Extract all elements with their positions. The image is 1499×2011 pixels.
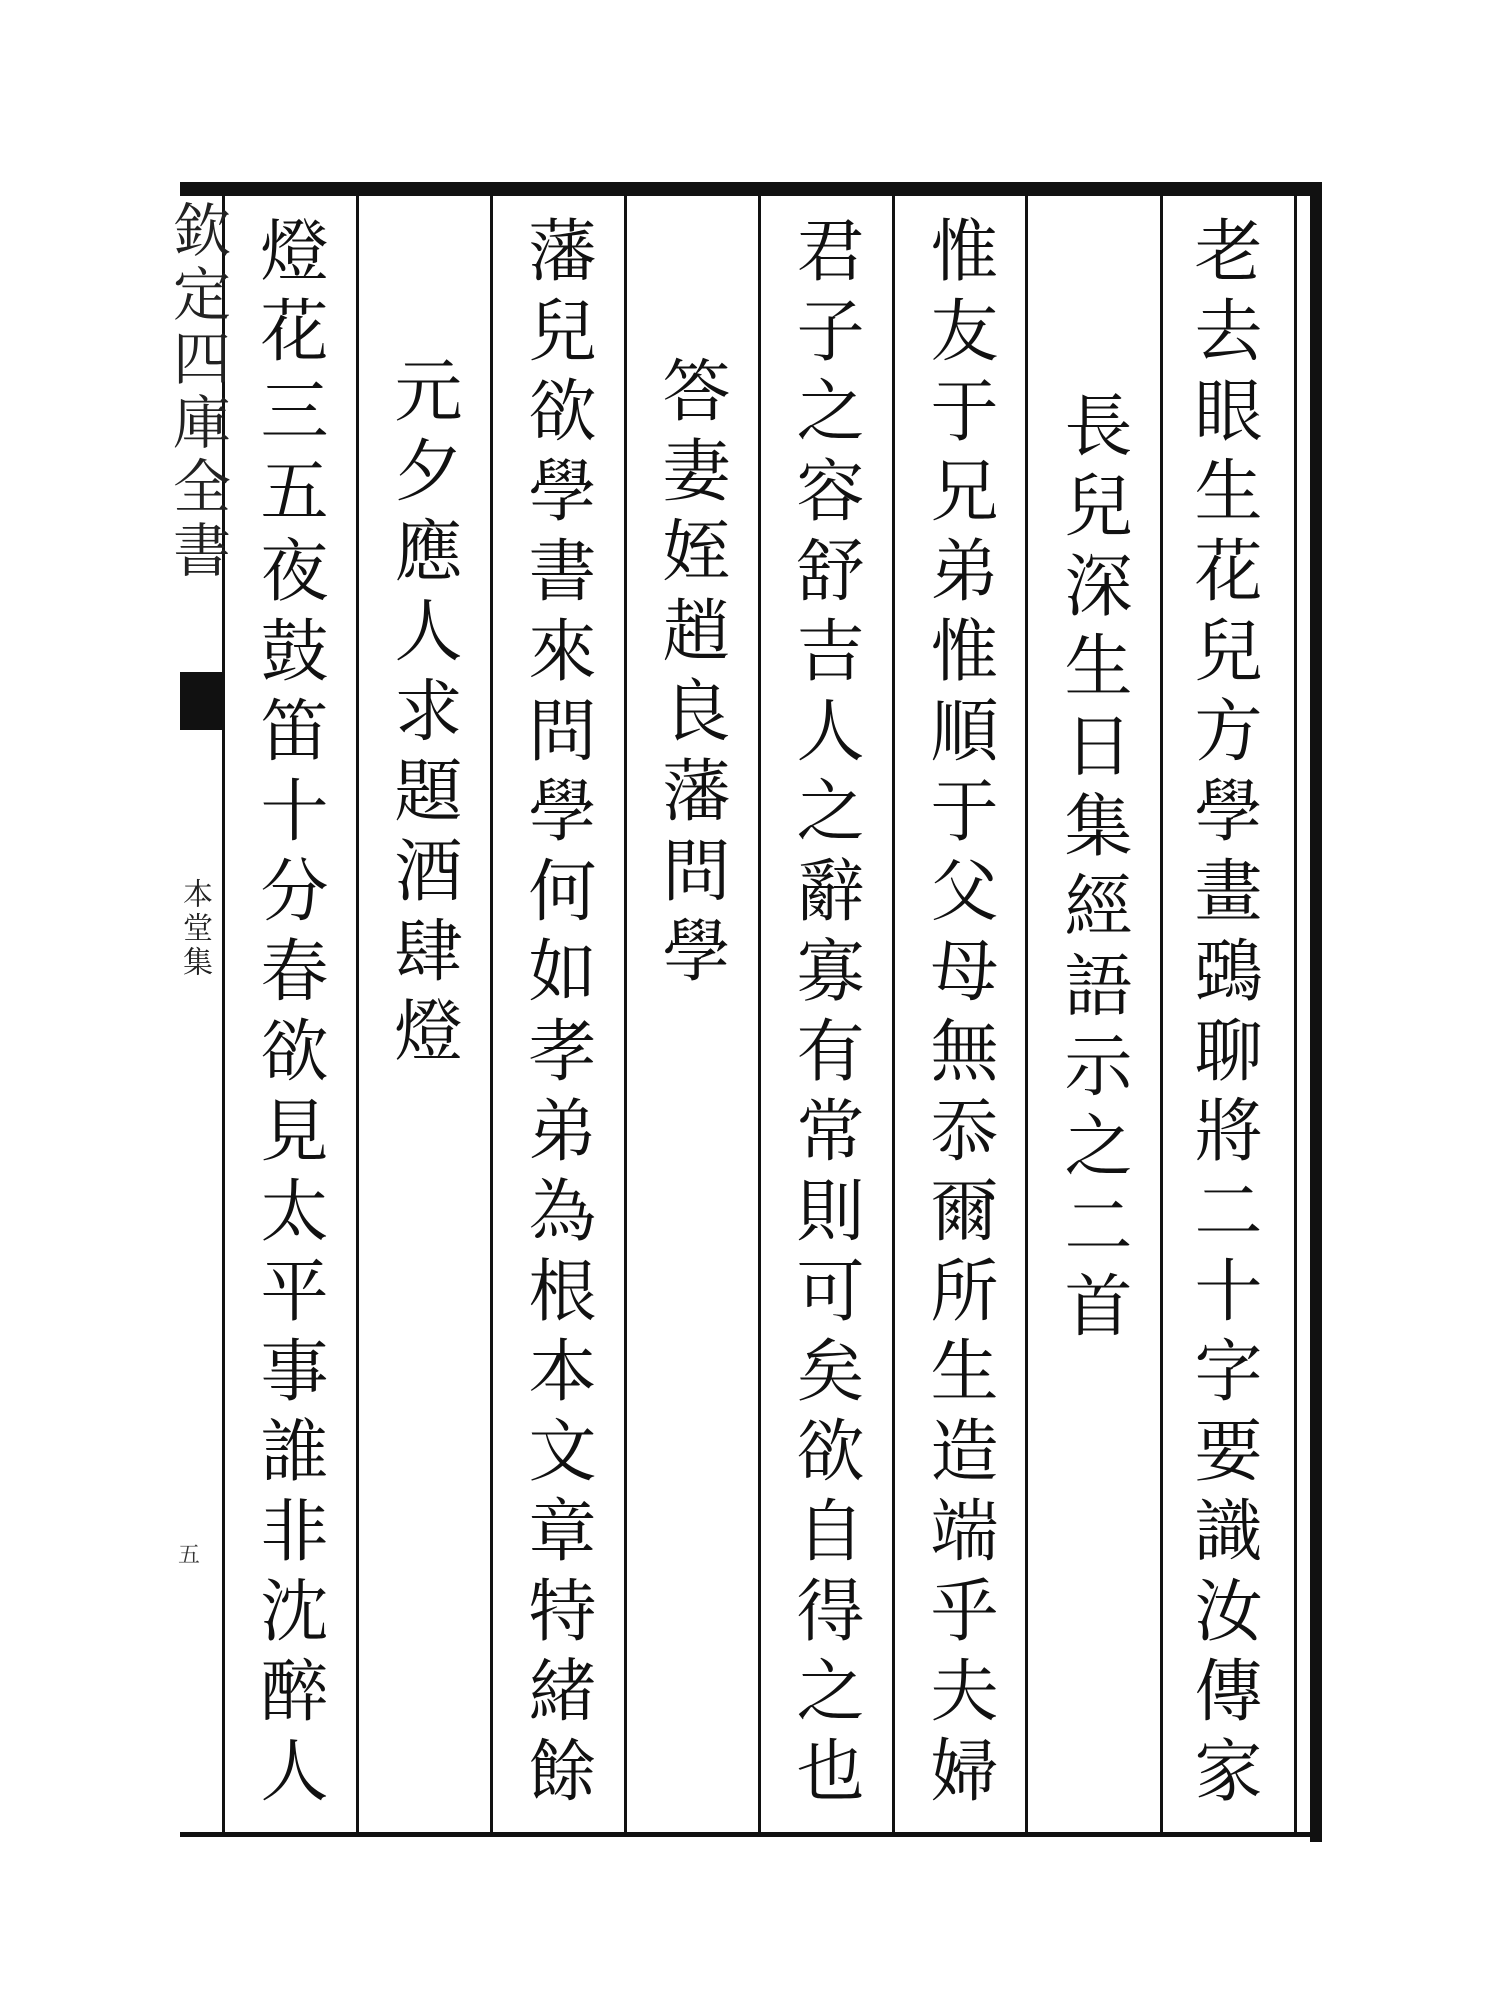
column-divider: [624, 196, 627, 1836]
fish-tail-mark: [180, 672, 224, 730]
margin-book-title: 欽定四庫全書: [163, 200, 231, 584]
column-divider: [758, 196, 761, 1836]
column-divider: [892, 196, 895, 1836]
frame-right-outer-border: [1310, 182, 1322, 1842]
text-column-3: 惟友于兄弟惟順于父母無忝爾所生造端乎夫婦: [919, 215, 998, 1815]
text-column-8: 燈花三五夜鼓笛十分春欲見太平事誰非沈醉人: [249, 215, 328, 1815]
text-column-1: 老去眼生花兒方學畫鵶聊將二十字要識汝傳家: [1183, 215, 1262, 1815]
text-column-6: 藩兒欲學書來問學何如孝弟為根本文章特緒餘: [517, 215, 596, 1815]
column-divider: [1160, 196, 1163, 1836]
text-column-5-heading: 答妻姪趙良藩問學: [651, 355, 730, 995]
column-divider: [490, 196, 493, 1836]
text-column-2-heading: 長兒深生日集經語示之二首: [1053, 390, 1132, 1350]
margin-page-number: 五: [178, 1543, 201, 1568]
text-column-4: 君子之容舒吉人之辭寡有常則可矣欲自得之也: [785, 215, 864, 1815]
margin-collection-title: 本堂集: [177, 878, 212, 980]
frame-top-border: [180, 182, 1320, 196]
frame-right-inner-border: [1294, 196, 1297, 1836]
text-column-7-heading: 元夕應人求題酒肆燈: [383, 355, 462, 1075]
column-divider: [1025, 196, 1028, 1836]
frame-bottom-border: [180, 1832, 1320, 1837]
column-divider: [356, 196, 359, 1836]
